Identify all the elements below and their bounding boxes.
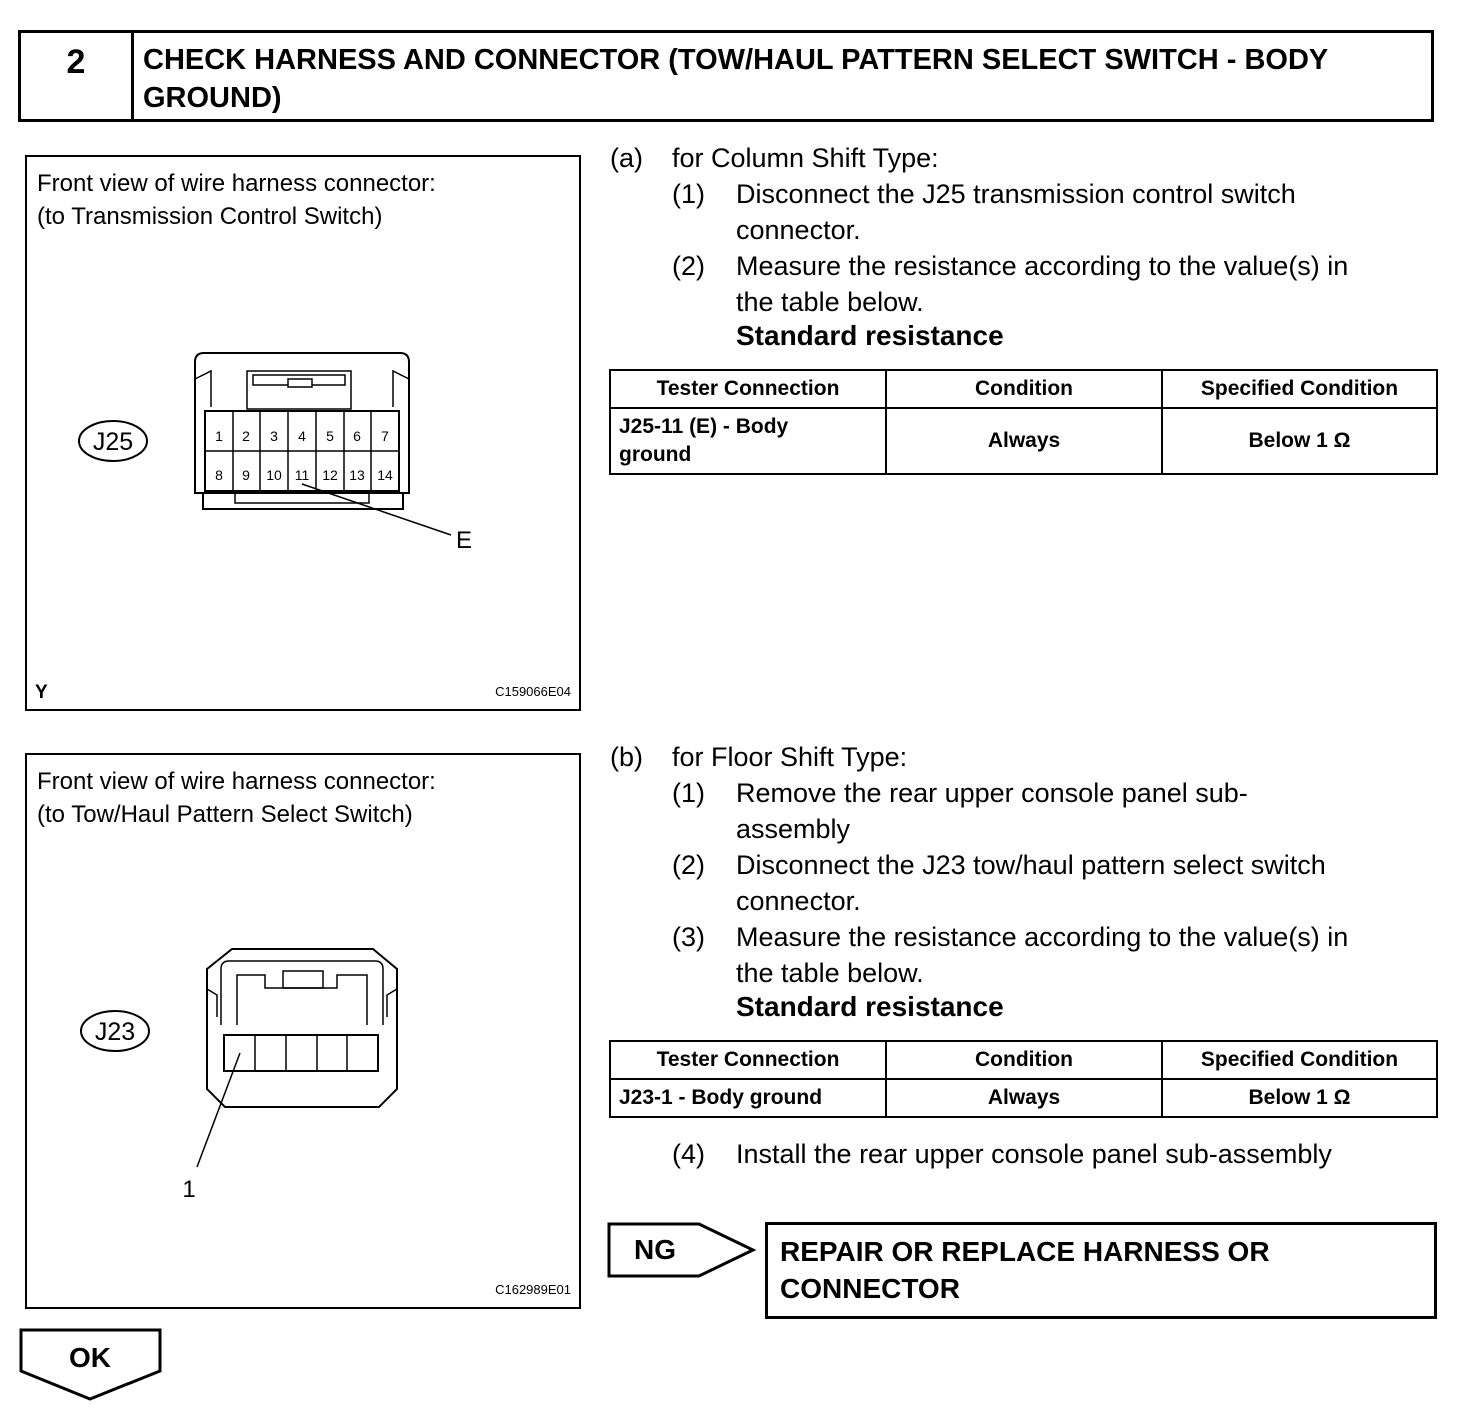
step-number: 2: [21, 33, 134, 119]
figure-code: C159066E04: [495, 684, 571, 699]
j25-housing-detail: [195, 371, 409, 407]
section-b-step4-text: Install the rear upper console panel sub-assembly: [736, 1139, 1332, 1169]
j23-key: [237, 975, 367, 1025]
j23-pin-row: [224, 1035, 378, 1071]
ok-label: OK: [69, 1342, 111, 1373]
section-a-step1-line2: connector.: [736, 215, 861, 245]
figure2-caption-line2: (to Tow/Haul Pattern Select Switch): [37, 801, 413, 828]
table-cell-specified: Below 1 Ω: [1162, 1079, 1437, 1117]
table-header-condition: Condition: [886, 1041, 1162, 1079]
j25-label: J25: [92, 428, 134, 456]
figure-corner-mark: Y: [35, 682, 48, 703]
table-header-tester-connection: Tester Connection: [610, 370, 886, 408]
section-a-standard-resistance: Standard resistance: [736, 320, 1004, 351]
table-cell-condition: Always: [886, 1079, 1162, 1117]
section-a-step2-line1: Measure the resistance according to the value(s) in: [736, 251, 1349, 281]
section-b-step2-num: (2): [672, 850, 705, 880]
section-b-standard-resistance: Standard resistance: [736, 991, 1004, 1022]
j25-pin-9: 9: [242, 467, 250, 483]
section-b-step1-num: (1): [672, 778, 705, 808]
j25-skirt: [203, 493, 403, 509]
j23-lock: [283, 971, 323, 988]
ng-action-box: [765, 1222, 1437, 1319]
ok-arrow: [18, 1327, 164, 1403]
ng-label: NG: [634, 1234, 676, 1265]
j25-pin-7: 7: [381, 428, 389, 444]
table-header-condition: Condition: [886, 370, 1162, 408]
j25-pin-14: 14: [377, 467, 393, 483]
j23-connector-drawing: [27, 755, 579, 1307]
figure2-code: C162989E01: [495, 1282, 571, 1297]
section-b-step2-line2: connector.: [736, 886, 861, 916]
table-header-specified-condition: Specified Condition: [1162, 370, 1437, 408]
figure-j23-connector: [25, 753, 581, 1309]
j25-pin-11: 11: [294, 467, 310, 483]
j25-pin-13: 13: [349, 467, 365, 483]
j25-pin-5: 5: [326, 428, 334, 444]
section-b-spec-table: [609, 1040, 1438, 1118]
section-a-title: for Column Shift Type:: [672, 143, 939, 173]
ng-action-line2: CONNECTOR: [780, 1273, 960, 1304]
connection-line1: J25-11 (E) - Body: [619, 415, 789, 438]
section-b-step3-num: (3): [672, 922, 705, 952]
section-b-step4-num: (4): [672, 1139, 705, 1169]
j25-pin-4: 4: [298, 428, 306, 444]
table-cell-connection: [610, 408, 886, 474]
figure-j25-connector: [25, 155, 581, 711]
j25-pin-2: 2: [242, 428, 250, 444]
j25-pin-10: 10: [266, 467, 282, 483]
section-b-step1-line1: Remove the rear upper console panel sub-: [736, 778, 1248, 808]
figure-caption-line2: (to Transmission Control Switch): [37, 203, 383, 230]
callout-pin-1: 1: [182, 1176, 196, 1203]
section-b-step3-line1: Measure the resistance according to the value(s) in: [736, 922, 1349, 952]
section-a-step1-num: (1): [672, 179, 705, 209]
callout-e: E: [455, 527, 473, 554]
ng-arrow: [607, 1220, 759, 1280]
j25-pin-1: 1: [215, 428, 223, 444]
callout-line-1: [197, 1053, 240, 1167]
table-cell-condition: Always: [886, 408, 1162, 474]
table-header-row: [610, 1041, 1437, 1079]
step-title: CHECK HARNESS AND CONNECTOR (TOW/HAUL PATTERN SELECT SWITCH - BODY GROUND): [143, 44, 1328, 114]
table-cell-connection: J23-1 - Body ground: [610, 1079, 886, 1117]
table-cell-specified: Below 1 Ω: [1162, 408, 1437, 474]
table-header-row: [610, 370, 1437, 408]
section-a-spec-table: [609, 369, 1438, 475]
j25-pin-3: 3: [270, 428, 278, 444]
j23-label: J23: [94, 1018, 136, 1046]
j25-pin-12: 12: [322, 467, 338, 483]
figure2-caption-line1: Front view of wire harness connector:: [37, 768, 436, 795]
table-row: [610, 1079, 1437, 1117]
connection-line2: ground: [619, 443, 692, 466]
section-b-step2-line1: Disconnect the J23 tow/haul pattern select switch: [736, 850, 1326, 880]
section-b-step3-line2: the table below.: [736, 958, 924, 988]
j25-pin-8: 8: [215, 467, 223, 483]
j25-lock: [288, 379, 312, 387]
j25-latch-frame: [247, 371, 351, 409]
section-a-label: (a): [610, 143, 643, 173]
section-b-step1-line2: assembly: [736, 814, 851, 844]
step-header: [18, 30, 1434, 122]
section-a-step2-num: (2): [672, 251, 705, 281]
section-a-step1-line1: Disconnect the J25 transmission control switch: [736, 179, 1296, 209]
j25-pin-6: 6: [353, 428, 361, 444]
table-header-tester-connection: Tester Connection: [610, 1041, 886, 1079]
table-header-specified-condition: Specified Condition: [1162, 1041, 1437, 1079]
figure-caption-line1: Front view of wire harness connector:: [37, 170, 436, 197]
table-row: [610, 408, 1437, 474]
j25-connector-drawing: [27, 157, 579, 709]
section-b-label: (b): [610, 742, 643, 772]
section-b-title: for Floor Shift Type:: [672, 742, 908, 772]
ng-action-line1: REPAIR OR REPLACE HARNESS OR: [780, 1236, 1270, 1267]
j23-housing: [207, 949, 397, 1107]
section-a-step2-line2: the table below.: [736, 287, 924, 317]
